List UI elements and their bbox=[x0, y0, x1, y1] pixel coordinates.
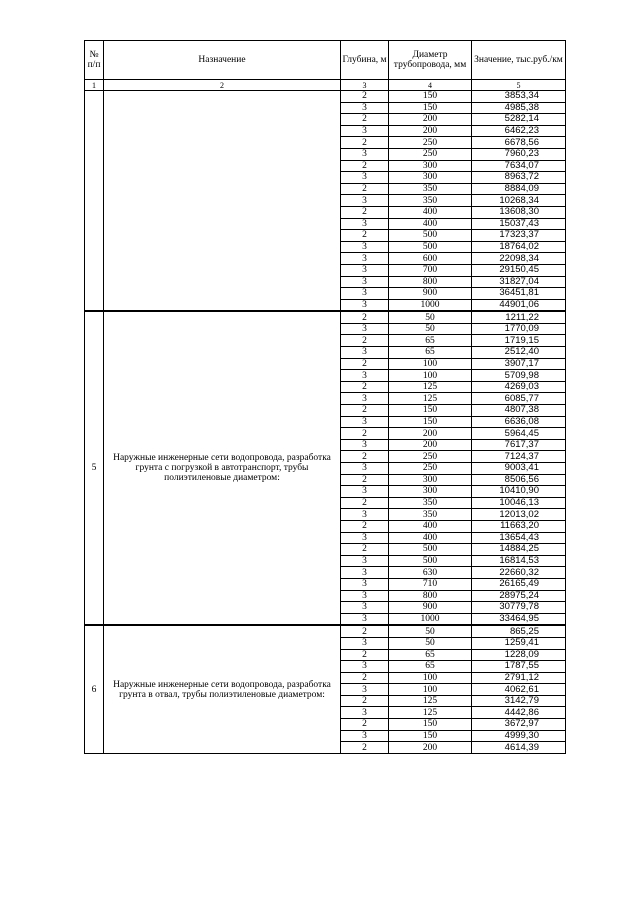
value-cell: 865,25 bbox=[472, 625, 566, 637]
value-cell: 28975,24 bbox=[472, 590, 566, 602]
value-cell: 4062,61 bbox=[472, 684, 566, 696]
depth-cell: 2 bbox=[341, 719, 389, 731]
value-cell: 11663,20 bbox=[472, 520, 566, 532]
header-diameter: Диаметр трубопровода, мм bbox=[389, 41, 472, 80]
diameter-cell: 50 bbox=[389, 625, 472, 637]
value-cell: 16814,53 bbox=[472, 555, 566, 567]
value-cell: 44901,06 bbox=[472, 299, 566, 311]
diameter-cell: 250 bbox=[389, 137, 472, 149]
diameter-cell: 100 bbox=[389, 672, 472, 684]
depth-cell: 3 bbox=[341, 125, 389, 137]
diameter-cell: 150 bbox=[389, 719, 472, 731]
value-cell: 17323,37 bbox=[472, 230, 566, 242]
diameter-cell: 50 bbox=[389, 323, 472, 335]
diameter-cell: 630 bbox=[389, 567, 472, 579]
depth-cell: 3 bbox=[341, 148, 389, 160]
value-cell: 10268,34 bbox=[472, 195, 566, 207]
value-cell: 1719,15 bbox=[472, 335, 566, 347]
diameter-cell: 350 bbox=[389, 509, 472, 521]
table-body bbox=[85, 41, 566, 754]
value-cell: 3853,34 bbox=[472, 91, 566, 103]
column-number: 3 bbox=[341, 80, 389, 91]
diameter-cell: 150 bbox=[389, 730, 472, 742]
table-row bbox=[85, 625, 566, 637]
value-cell: 4614,39 bbox=[472, 742, 566, 754]
value-cell: 4985,38 bbox=[472, 102, 566, 114]
diameter-cell: 65 bbox=[389, 347, 472, 359]
depth-cell: 2 bbox=[341, 497, 389, 509]
diameter-cell: 125 bbox=[389, 695, 472, 707]
diameter-cell: 100 bbox=[389, 358, 472, 370]
value-cell: 7960,23 bbox=[472, 148, 566, 160]
value-cell: 9003,41 bbox=[472, 463, 566, 475]
value-cell: 18764,02 bbox=[472, 241, 566, 253]
diameter-cell: 1000 bbox=[389, 299, 472, 311]
value-cell: 1211,22 bbox=[472, 311, 566, 323]
header-num: № п/п bbox=[85, 41, 104, 80]
value-cell: 6085,77 bbox=[472, 393, 566, 405]
value-cell: 14884,25 bbox=[472, 544, 566, 556]
depth-cell: 2 bbox=[341, 405, 389, 417]
diameter-cell: 1000 bbox=[389, 613, 472, 625]
value-cell: 26165,49 bbox=[472, 578, 566, 590]
column-number: 4 bbox=[389, 80, 472, 91]
diameter-cell: 125 bbox=[389, 707, 472, 719]
diameter-cell: 350 bbox=[389, 183, 472, 195]
depth-cell: 3 bbox=[341, 172, 389, 184]
header-row bbox=[85, 41, 566, 80]
depth-cell: 3 bbox=[341, 555, 389, 567]
depth-cell: 3 bbox=[341, 463, 389, 475]
value-cell: 7617,37 bbox=[472, 439, 566, 451]
depth-cell: 2 bbox=[341, 649, 389, 661]
depth-cell: 2 bbox=[341, 230, 389, 242]
depth-cell: 2 bbox=[341, 91, 389, 103]
depth-cell: 2 bbox=[341, 381, 389, 393]
diameter-cell: 150 bbox=[389, 416, 472, 428]
depth-cell: 3 bbox=[341, 439, 389, 451]
depth-cell: 3 bbox=[341, 684, 389, 696]
value-cell: 3672,97 bbox=[472, 719, 566, 731]
diameter-cell: 400 bbox=[389, 206, 472, 218]
depth-cell: 2 bbox=[341, 160, 389, 172]
value-cell: 33464,95 bbox=[472, 613, 566, 625]
diameter-cell: 900 bbox=[389, 602, 472, 614]
diameter-cell: 350 bbox=[389, 497, 472, 509]
value-cell: 8963,72 bbox=[472, 172, 566, 184]
value-cell: 1770,09 bbox=[472, 323, 566, 335]
value-cell: 36451,81 bbox=[472, 288, 566, 300]
diameter-cell: 300 bbox=[389, 160, 472, 172]
diameter-cell: 250 bbox=[389, 463, 472, 475]
diameter-cell: 300 bbox=[389, 474, 472, 486]
diameter-cell: 500 bbox=[389, 544, 472, 556]
diameter-cell: 65 bbox=[389, 335, 472, 347]
group-description: Наружные инженерные сети водопровода, разработка грунта с погрузкой в автотранспорт, трубы полиэтиленовые диаметром: bbox=[104, 311, 341, 625]
depth-cell: 3 bbox=[341, 707, 389, 719]
value-cell: 8884,09 bbox=[472, 183, 566, 195]
diameter-cell: 700 bbox=[389, 264, 472, 276]
group-description bbox=[104, 91, 341, 312]
diameter-cell: 150 bbox=[389, 102, 472, 114]
diameter-cell: 800 bbox=[389, 590, 472, 602]
column-number-row bbox=[85, 80, 566, 91]
depth-cell: 2 bbox=[341, 358, 389, 370]
group-number: 6 bbox=[85, 625, 104, 753]
depth-cell: 3 bbox=[341, 218, 389, 230]
diameter-cell: 65 bbox=[389, 661, 472, 673]
diameter-cell: 710 bbox=[389, 578, 472, 590]
depth-cell: 2 bbox=[341, 695, 389, 707]
group-description: Наружные инженерные сети водопровода, разработка грунта в отвал, трубы полиэтиленовые диаметром: bbox=[104, 625, 341, 753]
depth-cell: 3 bbox=[341, 195, 389, 207]
value-cell: 6636,08 bbox=[472, 416, 566, 428]
diameter-cell: 100 bbox=[389, 370, 472, 382]
depth-cell: 3 bbox=[341, 102, 389, 114]
value-cell: 4807,38 bbox=[472, 405, 566, 417]
depth-cell: 3 bbox=[341, 578, 389, 590]
depth-cell: 2 bbox=[341, 742, 389, 754]
value-cell: 12013,02 bbox=[472, 509, 566, 521]
depth-cell: 3 bbox=[341, 264, 389, 276]
depth-cell: 3 bbox=[341, 613, 389, 625]
diameter-cell: 400 bbox=[389, 532, 472, 544]
depth-cell: 3 bbox=[341, 509, 389, 521]
depth-cell: 3 bbox=[341, 637, 389, 649]
diameter-cell: 600 bbox=[389, 253, 472, 265]
diameter-cell: 300 bbox=[389, 172, 472, 184]
depth-cell: 3 bbox=[341, 276, 389, 288]
table-row bbox=[85, 91, 566, 103]
depth-cell: 2 bbox=[341, 625, 389, 637]
value-cell: 10046,13 bbox=[472, 497, 566, 509]
diameter-cell: 200 bbox=[389, 742, 472, 754]
diameter-cell: 400 bbox=[389, 218, 472, 230]
depth-cell: 3 bbox=[341, 567, 389, 579]
diameter-cell: 250 bbox=[389, 148, 472, 160]
depth-cell: 3 bbox=[341, 486, 389, 498]
depth-cell: 3 bbox=[341, 416, 389, 428]
value-cell: 7124,37 bbox=[472, 451, 566, 463]
diameter-cell: 300 bbox=[389, 486, 472, 498]
diameter-cell: 150 bbox=[389, 91, 472, 103]
depth-cell: 2 bbox=[341, 114, 389, 126]
diameter-cell: 125 bbox=[389, 381, 472, 393]
group-number: 5 bbox=[85, 311, 104, 625]
diameter-cell: 125 bbox=[389, 393, 472, 405]
column-number: 5 bbox=[472, 80, 566, 91]
depth-cell: 3 bbox=[341, 532, 389, 544]
value-cell: 4442,86 bbox=[472, 707, 566, 719]
header-value: Значение, тыс.руб./км bbox=[472, 41, 566, 80]
depth-cell: 3 bbox=[341, 347, 389, 359]
depth-cell: 3 bbox=[341, 288, 389, 300]
value-cell: 3907,17 bbox=[472, 358, 566, 370]
diameter-cell: 150 bbox=[389, 405, 472, 417]
value-cell: 29150,45 bbox=[472, 264, 566, 276]
value-cell: 8506,56 bbox=[472, 474, 566, 486]
diameter-cell: 200 bbox=[389, 428, 472, 440]
column-number: 1 bbox=[85, 80, 104, 91]
diameter-cell: 65 bbox=[389, 649, 472, 661]
header-purpose: Назначение bbox=[104, 41, 341, 80]
value-cell: 13608,30 bbox=[472, 206, 566, 218]
value-cell: 5964,45 bbox=[472, 428, 566, 440]
value-cell: 22098,34 bbox=[472, 253, 566, 265]
diameter-cell: 200 bbox=[389, 114, 472, 126]
depth-cell: 2 bbox=[341, 520, 389, 532]
diameter-cell: 500 bbox=[389, 555, 472, 567]
depth-cell: 2 bbox=[341, 206, 389, 218]
depth-cell: 3 bbox=[341, 299, 389, 311]
diameter-cell: 200 bbox=[389, 125, 472, 137]
diameter-cell: 50 bbox=[389, 311, 472, 323]
group-number bbox=[85, 91, 104, 312]
tariff-table bbox=[84, 40, 566, 754]
value-cell: 4999,30 bbox=[472, 730, 566, 742]
column-number: 2 bbox=[104, 80, 341, 91]
depth-cell: 2 bbox=[341, 451, 389, 463]
diameter-cell: 500 bbox=[389, 241, 472, 253]
diameter-cell: 50 bbox=[389, 637, 472, 649]
value-cell: 30779,78 bbox=[472, 602, 566, 614]
depth-cell: 2 bbox=[341, 183, 389, 195]
depth-cell: 3 bbox=[341, 602, 389, 614]
diameter-cell: 250 bbox=[389, 451, 472, 463]
depth-cell: 2 bbox=[341, 137, 389, 149]
diameter-cell: 100 bbox=[389, 684, 472, 696]
depth-cell: 3 bbox=[341, 370, 389, 382]
value-cell: 2512,40 bbox=[472, 347, 566, 359]
value-cell: 10410,90 bbox=[472, 486, 566, 498]
value-cell: 15037,43 bbox=[472, 218, 566, 230]
depth-cell: 2 bbox=[341, 311, 389, 323]
value-cell: 4269,03 bbox=[472, 381, 566, 393]
value-cell: 13654,43 bbox=[472, 532, 566, 544]
depth-cell: 2 bbox=[341, 428, 389, 440]
depth-cell: 3 bbox=[341, 730, 389, 742]
diameter-cell: 350 bbox=[389, 195, 472, 207]
value-cell: 5709,98 bbox=[472, 370, 566, 382]
depth-cell: 3 bbox=[341, 590, 389, 602]
value-cell: 6678,56 bbox=[472, 137, 566, 149]
diameter-cell: 200 bbox=[389, 439, 472, 451]
header-depth: Глубина, м bbox=[341, 41, 389, 80]
depth-cell: 3 bbox=[341, 253, 389, 265]
diameter-cell: 500 bbox=[389, 230, 472, 242]
diameter-cell: 800 bbox=[389, 276, 472, 288]
depth-cell: 2 bbox=[341, 544, 389, 556]
diameter-cell: 400 bbox=[389, 520, 472, 532]
depth-cell: 2 bbox=[341, 335, 389, 347]
table-row bbox=[85, 311, 566, 323]
value-cell: 3142,79 bbox=[472, 695, 566, 707]
value-cell: 5282,14 bbox=[472, 114, 566, 126]
depth-cell: 2 bbox=[341, 672, 389, 684]
value-cell: 6462,23 bbox=[472, 125, 566, 137]
depth-cell: 2 bbox=[341, 474, 389, 486]
depth-cell: 3 bbox=[341, 393, 389, 405]
value-cell: 22660,32 bbox=[472, 567, 566, 579]
depth-cell: 3 bbox=[341, 241, 389, 253]
value-cell: 7634,07 bbox=[472, 160, 566, 172]
value-cell: 31827,04 bbox=[472, 276, 566, 288]
value-cell: 1259,41 bbox=[472, 637, 566, 649]
depth-cell: 3 bbox=[341, 323, 389, 335]
value-cell: 1228,09 bbox=[472, 649, 566, 661]
diameter-cell: 900 bbox=[389, 288, 472, 300]
depth-cell: 3 bbox=[341, 661, 389, 673]
value-cell: 1787,55 bbox=[472, 661, 566, 673]
value-cell: 2791,12 bbox=[472, 672, 566, 684]
